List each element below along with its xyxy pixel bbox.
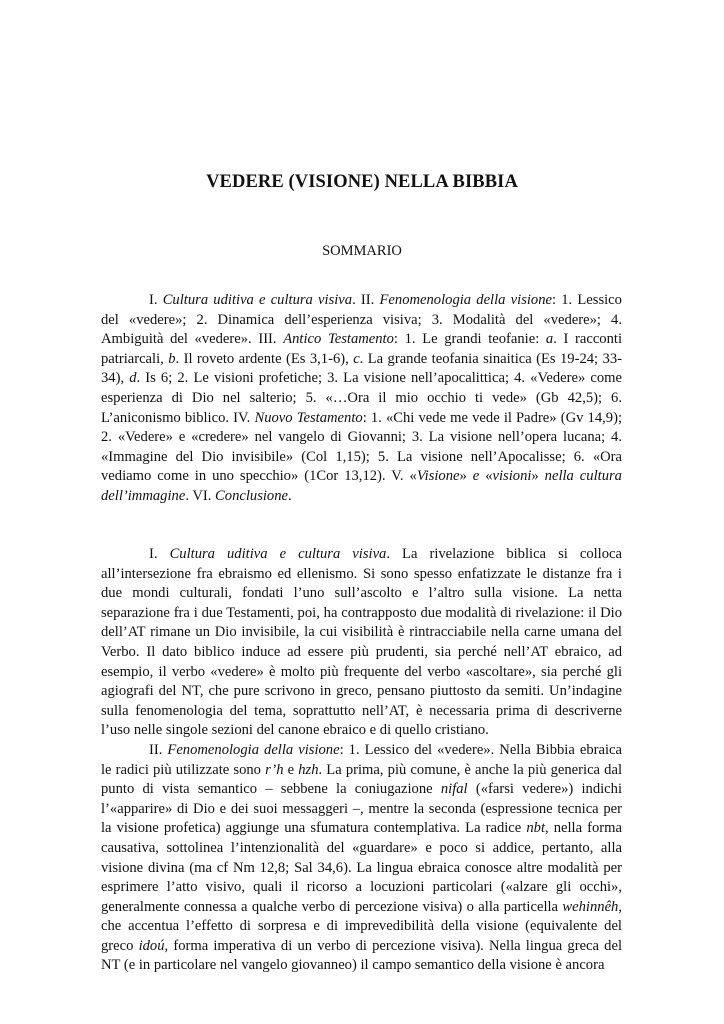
summary-section — [101, 291, 622, 507]
summary-text: . I racconti patriarcali, — [101, 331, 623, 367]
page-title: VEDERE (VISIONE) NELLA BIBBIA — [206, 172, 518, 192]
summary-text: I. — [149, 292, 163, 308]
body-text: I. — [149, 546, 170, 562]
body-paragraph-2 — [101, 741, 622, 976]
summary-italic-text: e — [472, 468, 480, 485]
section-heading-italic: Cultura uditiva e cultura visiva — [169, 546, 387, 562]
summary-italic-text: Antico Testamento — [283, 331, 394, 348]
body-italic-term: nbt — [526, 820, 545, 837]
summary-italic-text: c — [353, 350, 360, 367]
summary-italic-text: visioni — [492, 468, 532, 485]
summary-italic-text: a — [545, 331, 554, 348]
body-text: , che accentua l’effetto di sorpresa e di imprevedibilità della visione (equivalente del greco — [101, 898, 622, 954]
body-italic-term: hzh — [298, 761, 319, 778]
summary-text: : 1. «Chi vede me vede il Padre» (Gv 14,9); 2. «Vedere» e «credere» nel vangelo di Giovanni; 3. La visione nell’opera lucana; 4. «Immagine del Dio invisibile» (Col 1,15); 5. La visione nell’Apocalisse; 6. «Ora vediamo come in uno specchio» (1Cor 13,12). V. « — [101, 409, 623, 485]
summary-text: . La grande teofania sinaitica (Es 19-24; 33-34), — [101, 350, 622, 387]
summary-text: . Is 6; 2. Le visioni profetiche; 3. La visione nell’apocalittica; 4. «Vedere» come esperienza di Dio nel salterio; 5. «…Ora il mio occhio ti vede» (Gb 42,5); 6. L’aniconismo biblico. IV. — [101, 370, 622, 426]
summary-text: : 1. Lessico del «vedere»; 2. Dinamica dell’esperienza visiva; 3. Modalità del «vedere»; 4. Ambiguità del «vedere». III. — [101, 292, 622, 348]
summary-text: : 1. Le grandi teofanie: — [393, 331, 546, 348]
summary-italic-text: Conclusione — [215, 487, 289, 504]
body-text: («farsi vedere») indichi l’«apparire» di Dio e dei suoi messaggeri –, mentre la seconda (espressione tecnica per la visione profetica) aggiunge una sfumatura contemplativa. La radice — [101, 781, 622, 837]
summary-italic-text: nella cultura dell’immagine — [101, 468, 622, 504]
summary-text: » — [531, 468, 545, 485]
summary-text: » — [459, 468, 473, 485]
summary-text: . — [288, 487, 292, 504]
summary-text: . VI. — [185, 487, 216, 504]
summary-text: « — [479, 468, 493, 485]
body-text: II. — [149, 741, 168, 758]
body-text: . La rivelazione biblica si colloca all’intersezione fra ebraismo ed ellenismo. Si sono spesso enfatizzate le distanze fra i due mondi culturali, fondati l’uno sull’ascolto e l’altro sulla visione. La netta separazione fra i due Testamenti, poi, ha contrapposto due modalità di rivelazione: il Dio dell’AT rimane un Dio invisibile, la cui visibilità è rintracciabile nella carne umana del Verbo. Il dato biblico induce ad essere più prudenti, sia perché nell’AT ebraico, ad esempio, il verbo «vedere» è molto più frequente del verbo «ascoltare», sia perché gli agiografi del NT, che pure scrivono in greco, pensano piuttosto da semiti. Un’indagine sulla fenomenologia del tema, soprattutto nell’AT, è necessaria prima di descriverne l’uso nelle singole sezioni del canone ebraico e di quello cristiano. — [101, 546, 622, 739]
summary-paragraph — [101, 291, 622, 507]
summary-italic-text: d — [129, 370, 137, 387]
body-text: , forma imperativa di un verbo di percezione visiva). Nella lingua greca del NT (e in particolare nel vangelo giovanneo) il campo semantico della visione è ancora — [101, 937, 622, 974]
summary-text: . II. — [352, 292, 380, 308]
body-italic-term: idoú — [138, 937, 165, 954]
section-heading-italic: Fenomenologia della visione — [167, 741, 340, 758]
body-italic-term: nifal — [440, 781, 468, 798]
summary-text: . Il roveto ardente (Es 3,1-6), — [175, 350, 354, 367]
summary-italic-text: Nuovo Testamento — [254, 409, 363, 426]
sommario-heading: SOMMARIO — [322, 243, 402, 259]
body-text: . La prima, più comune, è anche la più generica dal punto di vista semantico – sebbene la coniugazione — [101, 761, 622, 798]
body-italic-term: r’h — [265, 761, 284, 778]
body-paragraph-1 — [101, 545, 622, 741]
summary-italic-text: Visione — [416, 468, 460, 485]
body-section — [101, 545, 622, 976]
summary-italic-text: b — [168, 350, 176, 367]
summary-italic-text: Cultura uditiva e cultura visiva — [162, 292, 353, 308]
body-text: : 1. Lessico del «vedere». Nella Bibbia ebraica le radici più utilizzate sono — [101, 741, 622, 778]
body-italic-term: wehinnêh — [562, 898, 619, 915]
summary-italic-text: Fenomenologia della visione — [379, 292, 552, 308]
body-text: , nella forma causativa, sottolinea l’intenzionalità del «guardare» e poco si addice, pertanto, alla visione divina (ma cf Nm 12,8; Sal 34,6). La lingua ebraica conosce altre modalità per esprimere l’atto visivo, quali il ricorso a locuzioni particolari («alzare gli occhi», generalmente connessa a qualche verbo di percezione visiva) o alla particella — [101, 820, 623, 915]
body-text: e — [283, 761, 299, 778]
